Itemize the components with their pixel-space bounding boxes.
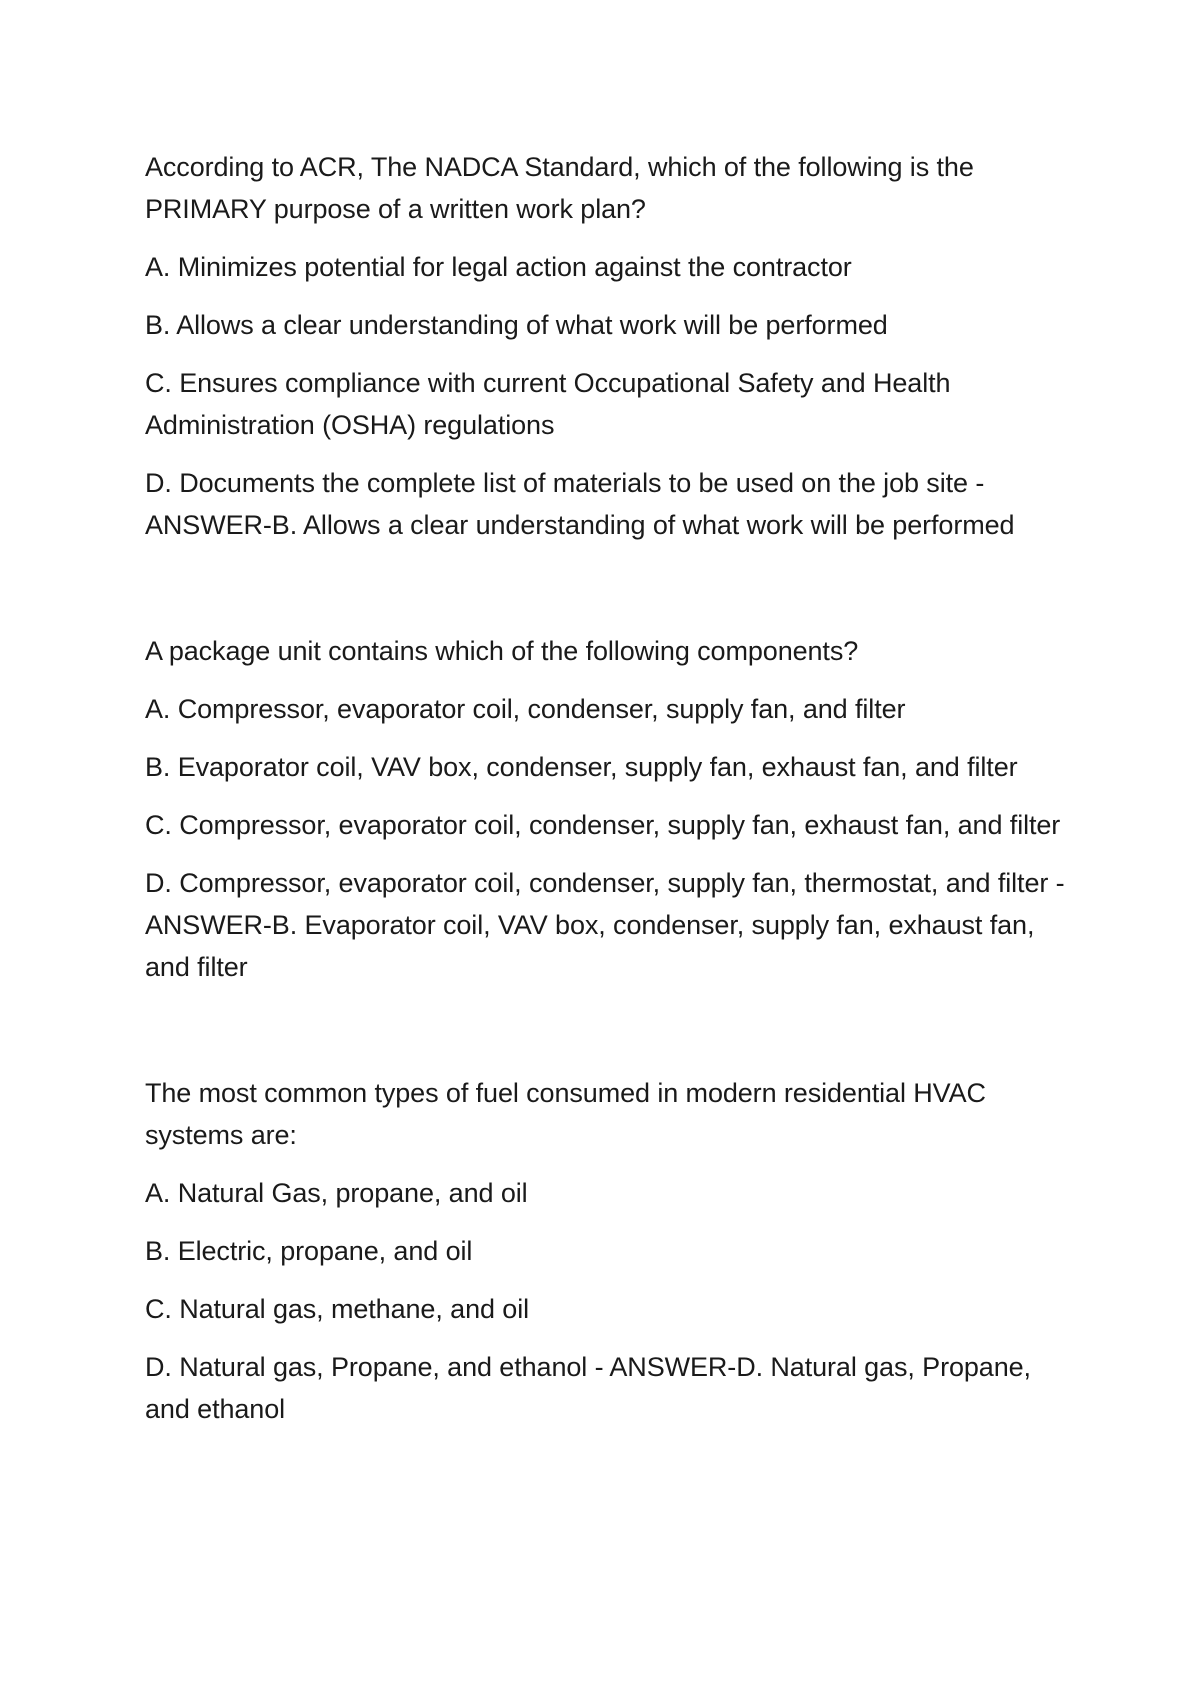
question-text: The most common types of fuel consumed in modern residential HVAC systems are:: [145, 1078, 986, 1150]
question-block-3: [145, 1072, 1065, 1430]
option-a: A. Natural Gas, propane, and oil: [145, 1178, 528, 1208]
option-c: C. Ensures compliance with current Occupational Safety and Health Administration (OSHA) regulations: [145, 368, 951, 440]
option-d-with-answer: D. Documents the complete list of materials to be used on the job site - ANSWER-B. Allows a clear understanding of what work will be performed: [145, 468, 1015, 540]
document-page: [145, 146, 1065, 1430]
option-d-with-answer: D. Compressor, evaporator coil, condenser, supply fan, thermostat, and filter - ANSWER-B. Evaporator coil, VAV box, condenser, supply fan, exhaust fan, and filter: [145, 868, 1065, 982]
question-block-1: [145, 146, 1065, 546]
option-b: B. Evaporator coil, VAV box, condenser, supply fan, exhaust fan, and filter: [145, 752, 1018, 782]
option-b: B. Electric, propane, and oil: [145, 1236, 473, 1266]
option-a: A. Compressor, evaporator coil, condenser, supply fan, and filter: [145, 694, 906, 724]
option-d-with-answer: D. Natural gas, Propane, and ethanol - ANSWER-D. Natural gas, Propane, and ethanol: [145, 1352, 1031, 1424]
option-a: A. Minimizes potential for legal action against the contractor: [145, 252, 852, 282]
question-text: According to ACR, The NADCA Standard, which of the following is the PRIMARY purpose of a written work plan?: [145, 152, 974, 224]
option-c: C. Natural gas, methane, and oil: [145, 1294, 530, 1324]
option-c: C. Compressor, evaporator coil, condenser, supply fan, exhaust fan, and filter: [145, 810, 1061, 840]
question-block-2: [145, 630, 1065, 988]
question-text: A package unit contains which of the following components?: [145, 636, 859, 666]
option-b: B. Allows a clear understanding of what work will be performed: [145, 310, 888, 340]
